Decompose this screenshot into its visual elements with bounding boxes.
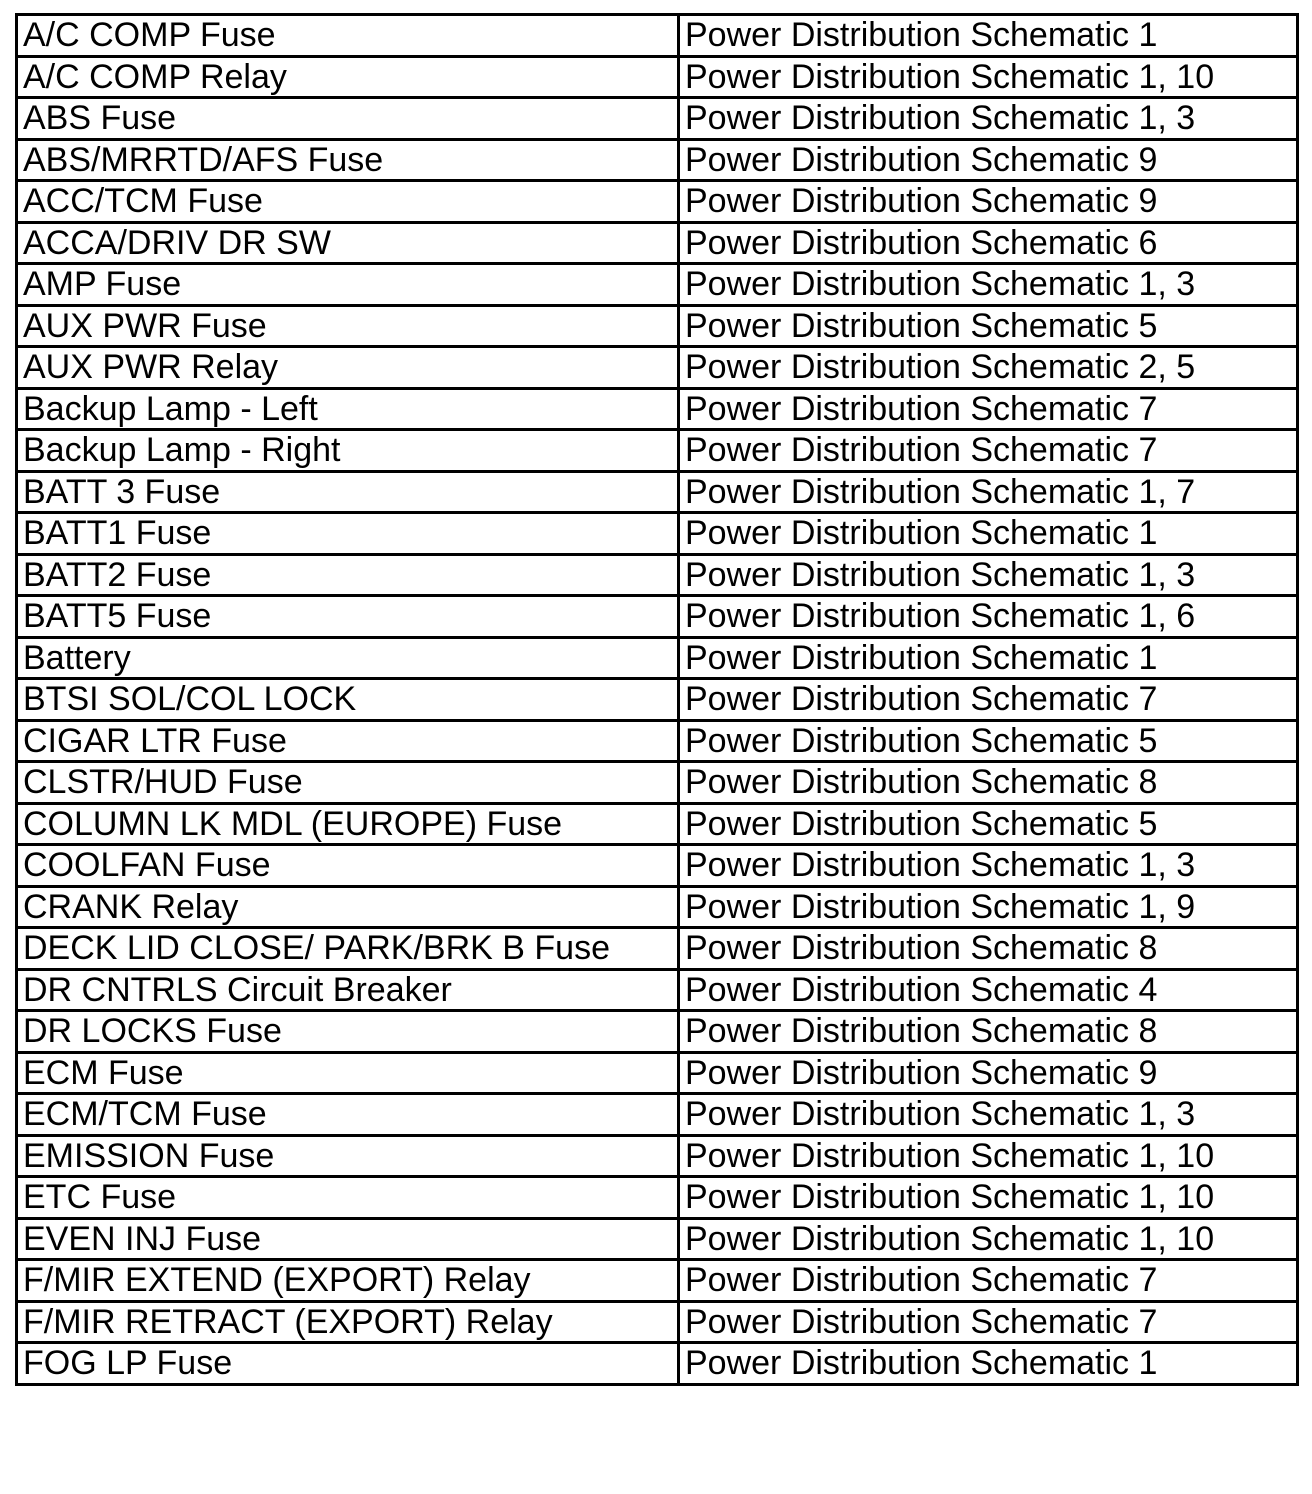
component-name-cell: ACC/TCM Fuse [17,181,679,223]
component-name-cell: Backup Lamp - Left [17,388,679,430]
schematic-reference-cell: Power Distribution Schematic 7 [679,1301,1298,1343]
table-row [17,1052,1298,1094]
component-name-cell: EMISSION Fuse [17,1135,679,1177]
component-name-cell: A/C COMP Fuse [17,15,679,57]
table-row [17,1218,1298,1260]
table-row [17,1011,1298,1053]
component-name-cell: COLUMN LK MDL (EUROPE) Fuse [17,803,679,845]
table-row [17,886,1298,928]
component-index-table [15,13,1299,1386]
component-name-cell: A/C COMP Relay [17,56,679,98]
component-name-cell: ACCA/DRIV DR SW [17,222,679,264]
schematic-reference-cell: Power Distribution Schematic 1, 3 [679,845,1298,887]
table-row [17,430,1298,472]
component-index-table-wrapper [15,13,1299,1386]
table-row [17,1177,1298,1219]
schematic-reference-cell: Power Distribution Schematic 9 [679,1052,1298,1094]
schematic-reference-cell: Power Distribution Schematic 2, 5 [679,347,1298,389]
schematic-reference-cell: Power Distribution Schematic 1, 9 [679,886,1298,928]
table-row [17,1343,1298,1385]
component-name-cell: BATT2 Fuse [17,554,679,596]
schematic-reference-cell: Power Distribution Schematic 1 [679,513,1298,555]
component-name-cell: CRANK Relay [17,886,679,928]
schematic-reference-cell: Power Distribution Schematic 8 [679,928,1298,970]
component-name-cell: AUX PWR Fuse [17,305,679,347]
table-row [17,969,1298,1011]
schematic-reference-cell: Power Distribution Schematic 1 [679,1343,1298,1385]
component-name-cell: F/MIR EXTEND (EXPORT) Relay [17,1260,679,1302]
component-name-cell: BATT1 Fuse [17,513,679,555]
component-name-cell: ECM Fuse [17,1052,679,1094]
component-name-cell: FOG LP Fuse [17,1343,679,1385]
schematic-reference-cell: Power Distribution Schematic 6 [679,222,1298,264]
schematic-reference-cell: Power Distribution Schematic 1, 10 [679,1177,1298,1219]
schematic-reference-cell: Power Distribution Schematic 7 [679,388,1298,430]
component-name-cell: AUX PWR Relay [17,347,679,389]
schematic-reference-cell: Power Distribution Schematic 1 [679,637,1298,679]
schematic-reference-cell: Power Distribution Schematic 5 [679,305,1298,347]
component-name-cell: DECK LID CLOSE/ PARK/BRK B Fuse [17,928,679,970]
component-name-cell: Backup Lamp - Right [17,430,679,472]
table-row [17,264,1298,306]
schematic-reference-cell: Power Distribution Schematic 1 [679,15,1298,57]
table-row [17,15,1298,57]
schematic-reference-cell: Power Distribution Schematic 8 [679,762,1298,804]
component-name-cell: BTSI SOL/COL LOCK [17,679,679,721]
table-row [17,1135,1298,1177]
schematic-reference-cell: Power Distribution Schematic 7 [679,679,1298,721]
schematic-reference-cell: Power Distribution Schematic 1, 3 [679,1094,1298,1136]
component-name-cell: F/MIR RETRACT (EXPORT) Relay [17,1301,679,1343]
table-row [17,637,1298,679]
table-row [17,1094,1298,1136]
schematic-reference-cell: Power Distribution Schematic 9 [679,181,1298,223]
schematic-reference-cell: Power Distribution Schematic 1, 10 [679,1135,1298,1177]
schematic-reference-cell: Power Distribution Schematic 9 [679,139,1298,181]
component-name-cell: BATT5 Fuse [17,596,679,638]
component-name-cell: ECM/TCM Fuse [17,1094,679,1136]
component-name-cell: ABS Fuse [17,98,679,140]
table-row [17,222,1298,264]
table-row [17,347,1298,389]
table-row [17,139,1298,181]
table-row [17,471,1298,513]
table-row [17,513,1298,555]
table-row [17,845,1298,887]
schematic-reference-cell: Power Distribution Schematic 1, 3 [679,264,1298,306]
table-row [17,388,1298,430]
table-body [17,15,1298,1385]
schematic-reference-cell: Power Distribution Schematic 1, 10 [679,1218,1298,1260]
component-name-cell: BATT 3 Fuse [17,471,679,513]
table-row [17,1301,1298,1343]
schematic-reference-cell: Power Distribution Schematic 5 [679,803,1298,845]
component-name-cell: ABS/MRRTD/AFS Fuse [17,139,679,181]
schematic-reference-cell: Power Distribution Schematic 1, 7 [679,471,1298,513]
table-row [17,928,1298,970]
component-name-cell: CLSTR/HUD Fuse [17,762,679,804]
table-row [17,98,1298,140]
component-name-cell: AMP Fuse [17,264,679,306]
schematic-reference-cell: Power Distribution Schematic 8 [679,1011,1298,1053]
schematic-reference-cell: Power Distribution Schematic 1, 10 [679,56,1298,98]
schematic-reference-cell: Power Distribution Schematic 1, 3 [679,98,1298,140]
table-row [17,762,1298,804]
table-row [17,56,1298,98]
table-row [17,596,1298,638]
table-row [17,679,1298,721]
table-row [17,1260,1298,1302]
table-row [17,803,1298,845]
component-name-cell: ETC Fuse [17,1177,679,1219]
schematic-reference-cell: Power Distribution Schematic 1, 6 [679,596,1298,638]
component-name-cell: DR CNTRLS Circuit Breaker [17,969,679,1011]
component-name-cell: Battery [17,637,679,679]
component-name-cell: DR LOCKS Fuse [17,1011,679,1053]
table-row [17,720,1298,762]
table-row [17,305,1298,347]
table-row [17,181,1298,223]
component-name-cell: CIGAR LTR Fuse [17,720,679,762]
schematic-reference-cell: Power Distribution Schematic 4 [679,969,1298,1011]
component-name-cell: COOLFAN Fuse [17,845,679,887]
schematic-reference-cell: Power Distribution Schematic 1, 3 [679,554,1298,596]
schematic-reference-cell: Power Distribution Schematic 7 [679,1260,1298,1302]
table-row [17,554,1298,596]
schematic-reference-cell: Power Distribution Schematic 5 [679,720,1298,762]
component-name-cell: EVEN INJ Fuse [17,1218,679,1260]
schematic-reference-cell: Power Distribution Schematic 7 [679,430,1298,472]
